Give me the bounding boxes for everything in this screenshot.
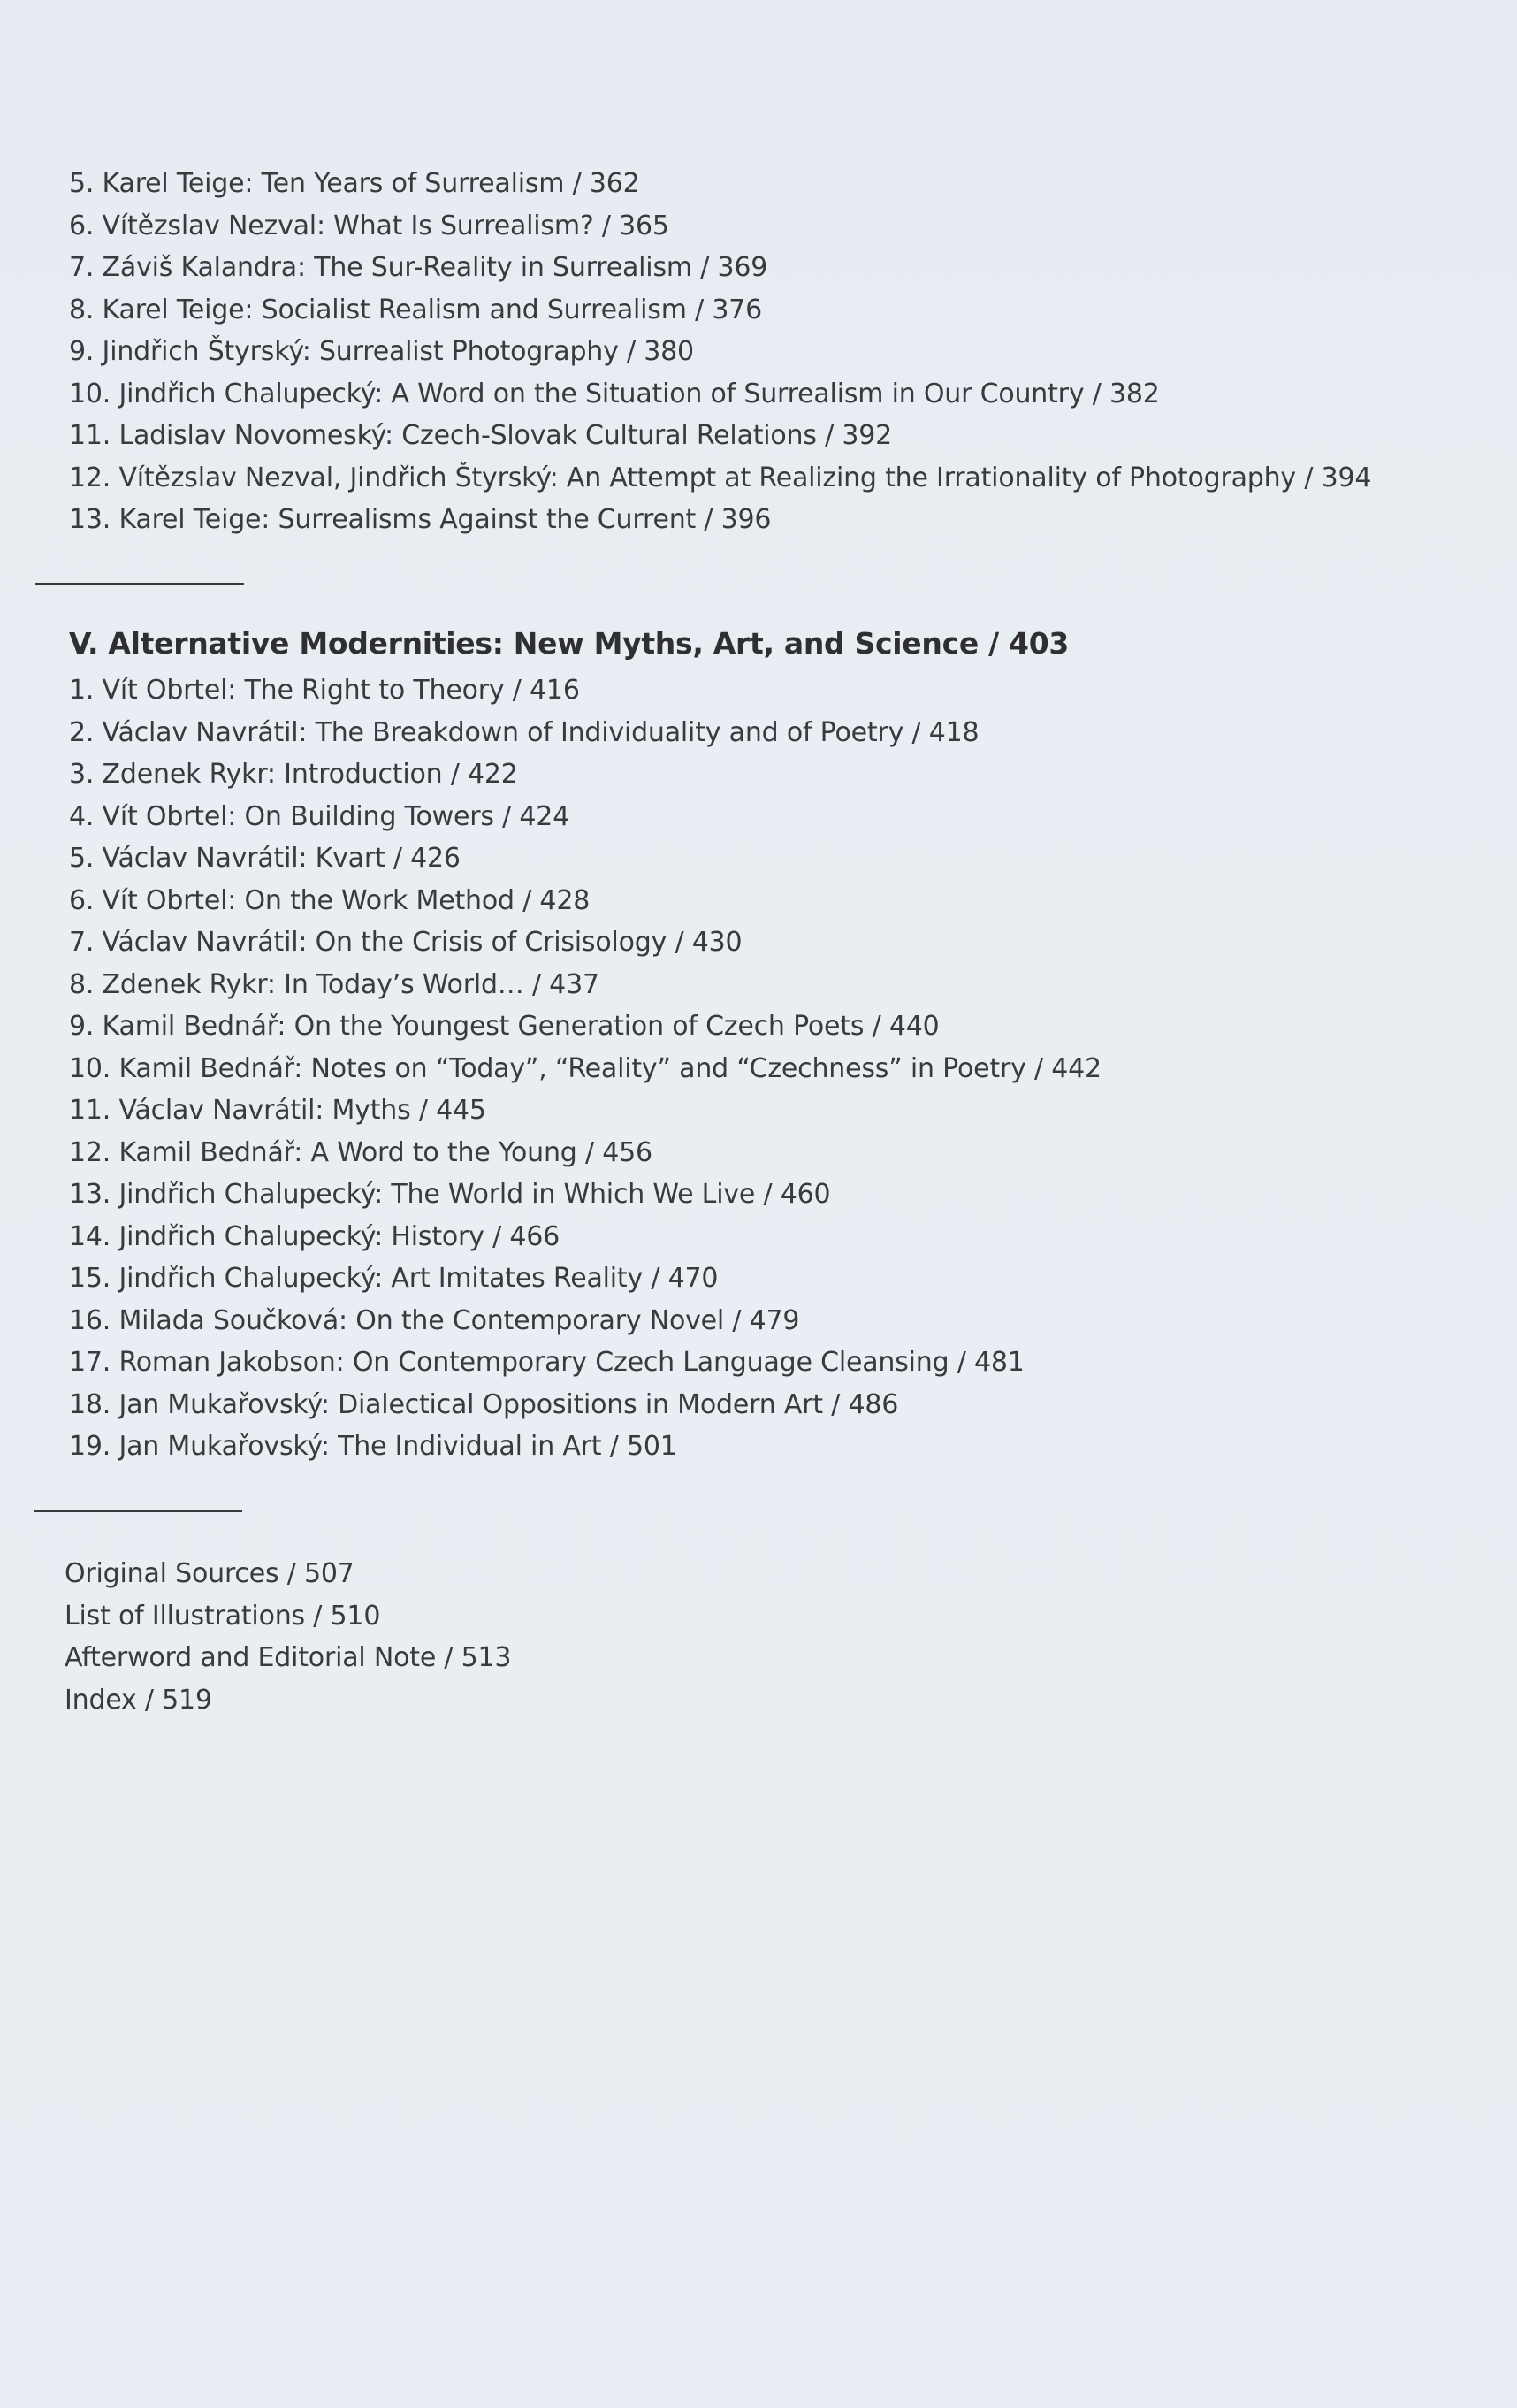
toc-entry: 9. Kamil Bednář: On the Youngest Generation of Czech Poets / 440 — [69, 1011, 940, 1042]
toc-entry: 19. Jan Mukařovský: The Individual in Art / 501 — [69, 1431, 677, 1462]
toc-entry: Afterword and Editorial Note / 513 — [65, 1642, 512, 1673]
toc-entry: 5. Václav Navrátil: Kvart / 426 — [69, 843, 461, 874]
toc-entry: 6. Vítězslav Nezval: What Is Surrealism? / 365 — [69, 210, 669, 241]
toc-entry: 8. Zdenek Rykr: In Today’s World… / 437 — [69, 968, 599, 1000]
toc-entry: 6. Vít Obrtel: On the Work Method / 428 — [69, 884, 591, 916]
toc-entry: 13. Karel Teige: Surrealisms Against the Current / 396 — [69, 504, 772, 535]
section-divider — [34, 1510, 242, 1512]
toc-entry: 18. Jan Mukařovský: Dialectical Oppositions in Modern Art / 486 — [69, 1388, 899, 1420]
toc-entry: 12. Vítězslav Nezval, Jindřich Štyrský: An Attempt at Realizing the Irrationality of Photography / 394 — [69, 462, 1372, 493]
toc-entry: 3. Zdenek Rykr: Introduction / 422 — [69, 759, 518, 790]
toc-entry: 7. Záviš Kalandra: The Sur-Reality in Surrealism / 369 — [69, 252, 768, 283]
toc-entry: 13. Jindřich Chalupecký: The World in Which We Live / 460 — [69, 1179, 831, 1210]
toc-entry: List of Illustrations / 510 — [65, 1600, 381, 1632]
section-divider — [35, 583, 244, 585]
toc-entry: 11. Ladislav Novomeský: Czech-Slovak Cultural Relations / 392 — [69, 420, 893, 451]
toc-entry: 17. Roman Jakobson: On Contemporary Czech Language Cleansing / 481 — [69, 1347, 1025, 1378]
toc-entry: 16. Milada Součková: On the Contemporary Novel / 479 — [69, 1304, 800, 1336]
toc-entry: 7. Václav Navrátil: On the Crisis of Crisisology / 430 — [69, 927, 743, 958]
toc-entry: 1. Vít Obrtel: The Right to Theory / 416 — [69, 675, 580, 706]
toc-entry: 11. Václav Navrátil: Myths / 445 — [69, 1095, 486, 1126]
toc-entry: 9. Jindřich Štyrský: Surrealist Photography / 380 — [69, 336, 694, 367]
toc-entry: 10. Kamil Bednář: Notes on “Today”, “Reality” and “Czechness” in Poetry / 442 — [69, 1052, 1102, 1084]
toc-section-modernities-list — [69, 669, 1102, 1468]
toc-entry: Index / 519 — [65, 1684, 212, 1716]
section-heading: V. Alternative Modernities: New Myths, Art, and Science / 403 — [69, 626, 1070, 661]
toc-entry: 5. Karel Teige: Ten Years of Surrealism / 362 — [69, 168, 640, 199]
toc-entry: 8. Karel Teige: Socialist Realism and Surrealism / 376 — [69, 294, 762, 325]
toc-entry: 10. Jindřich Chalupecký: A Word on the Situation of Surrealism in Our Country / 382 — [69, 378, 1160, 409]
toc-entry: 15. Jindřich Chalupecký: Art Imitates Reality / 470 — [69, 1263, 719, 1294]
toc-entry: 14. Jindřich Chalupecký: History / 466 — [69, 1220, 560, 1252]
toc-entry: 4. Vít Obrtel: On Building Towers / 424 — [69, 800, 570, 832]
toc-backmatter-list — [65, 1553, 511, 1721]
toc-section-surrealism-list — [69, 163, 1371, 541]
toc-entry: Original Sources / 507 — [65, 1558, 354, 1589]
toc-entry: 2. Václav Navrátil: The Breakdown of Individuality and of Poetry / 418 — [69, 716, 980, 748]
toc-entry: 12. Kamil Bednář: A Word to the Young / 456 — [69, 1136, 652, 1168]
